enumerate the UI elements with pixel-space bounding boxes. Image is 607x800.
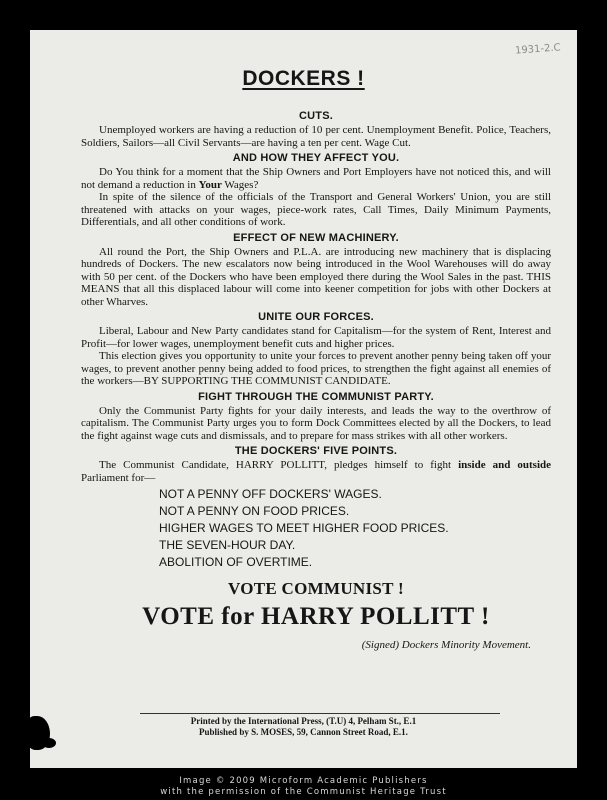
paragraph-affect-1: [81, 166, 551, 191]
paragraph-unite-2: This election gives you opportunity to unite your forces to prevent another penny being taken off your wages, to prevent another penny being added to food prices, to strengthen the fight against all enemies of the workers—BY SUPPORTING THE COMMUNIST CANDIDATE.: [81, 350, 551, 387]
page-title: [30, 67, 577, 91]
intro-text-b: Parliament for—: [81, 471, 156, 484]
point-item: NOT A PENNY OFF DOCKERS' WAGES.: [159, 487, 382, 501]
heading-fight: FIGHT THROUGH THE COMMUNIST PARTY.: [198, 390, 434, 403]
paragraph-cuts: Unemployed workers are having a reduction of 10 per cent. Unemployment Benefit. Police, Teachers, Soldiers, Sailors—all Civil Servants—are having a ten per cent. Wage Cut.: [81, 124, 551, 149]
paragraph-fight: Only the Communist Party fights for your daily interests, and leads the way to the overthrow of capitalism. The Communist Party urges you to form Dock Committees elected by all the Dockers, to lead the fight against wage cuts and dismissals, and to prepare for mass strikes with all other workers.: [81, 404, 551, 442]
heading-machinery: EFFECT OF NEW MACHINERY.: [233, 231, 399, 244]
point-item: NOT A PENNY ON FOOD PRICES.: [159, 504, 350, 518]
paragraph-machinery: All round the Port, the Ship Owners and P.L.A. are introducing new machinery that is displacing hundreds of Dockers. The new escalators now being introduced in the Wool Warehouses will do away with 50 per cent. of the Dockers who have been employed there during the Wool Sales in the past. THIS MEANS that all this displaced labour will come into keener competition for jobs with other Dockers at other Wharves.: [81, 245, 551, 308]
affect-text-a: Do You think for a moment that the Ship Owners and Port Employers have not noticed this, and will not demand a reduction in: [81, 166, 551, 191]
heading-five-points: THE DOCKERS' FIVE POINTS.: [234, 445, 398, 457]
ink-blot-small: [42, 738, 56, 748]
heading-affect: AND HOW THEY AFFECT YOU.: [232, 152, 400, 164]
paragraph-unite-1: Liberal, Labour and New Party candidates stand for Capitalism—for the system of Rent, Interest and Profit—for lower wages, unemployment benefit cuts and higher prices.: [81, 325, 551, 350]
intro-text-a: The Communist Candidate, HARRY POLLITT, pledges himself to fight: [99, 459, 459, 471]
vote-communist-slogan: VOTE COMMUNIST !: [227, 579, 405, 598]
affect-text-b: Wages?: [221, 178, 259, 191]
imprint-published-by: Published by S. MOSES, 59, Cannon Street Road, E.1.: [199, 727, 408, 737]
point-item: THE SEVEN-HOUR DAY.: [159, 538, 296, 552]
heading-unite: UNITE OUR FORCES.: [258, 311, 374, 323]
paragraph-affect-2: In spite of the silence of the officials of the Transport and General Workers' Union, you are still threatened with attacks on your wages, piece-work rates, Call Times, Daily Minimum Payments, Differentials, and all other conditions of work.: [81, 191, 551, 228]
credit-line-2: with the permission of the Communist Heritage Trust: [160, 787, 447, 797]
title-text: DOCKERS !: [242, 67, 365, 90]
imprint-divider: [140, 713, 500, 714]
vote-pollitt-slogan: VOTE for HARRY POLLITT !: [142, 603, 490, 630]
credit-line-1: Image © 2009 Microform Academic Publishers: [179, 776, 428, 786]
imprint-printed-by: Printed by the International Press, (T.U) 4, Pelham St., E.1: [190, 716, 417, 726]
heading-cuts: CUTS.: [299, 110, 333, 122]
leaflet-body: [81, 107, 551, 651]
image-credit: [0, 776, 607, 798]
leaflet-page: [30, 30, 577, 768]
paragraph-five-points-intro: [81, 459, 551, 484]
five-points-list: [159, 486, 551, 571]
point-item: ABOLITION OF OVERTIME.: [159, 555, 313, 569]
signature-line: (Signed) Dockers Minority Movement.: [361, 639, 531, 651]
point-item: HIGHER WAGES TO MEET HIGHER FOOD PRICES.: [159, 521, 449, 535]
affect-emphasis: Your: [198, 178, 222, 191]
intro-emphasis: inside and outside: [458, 459, 551, 471]
pencil-annotation: 1931-2.C: [515, 42, 562, 57]
printer-imprint: [30, 716, 577, 738]
